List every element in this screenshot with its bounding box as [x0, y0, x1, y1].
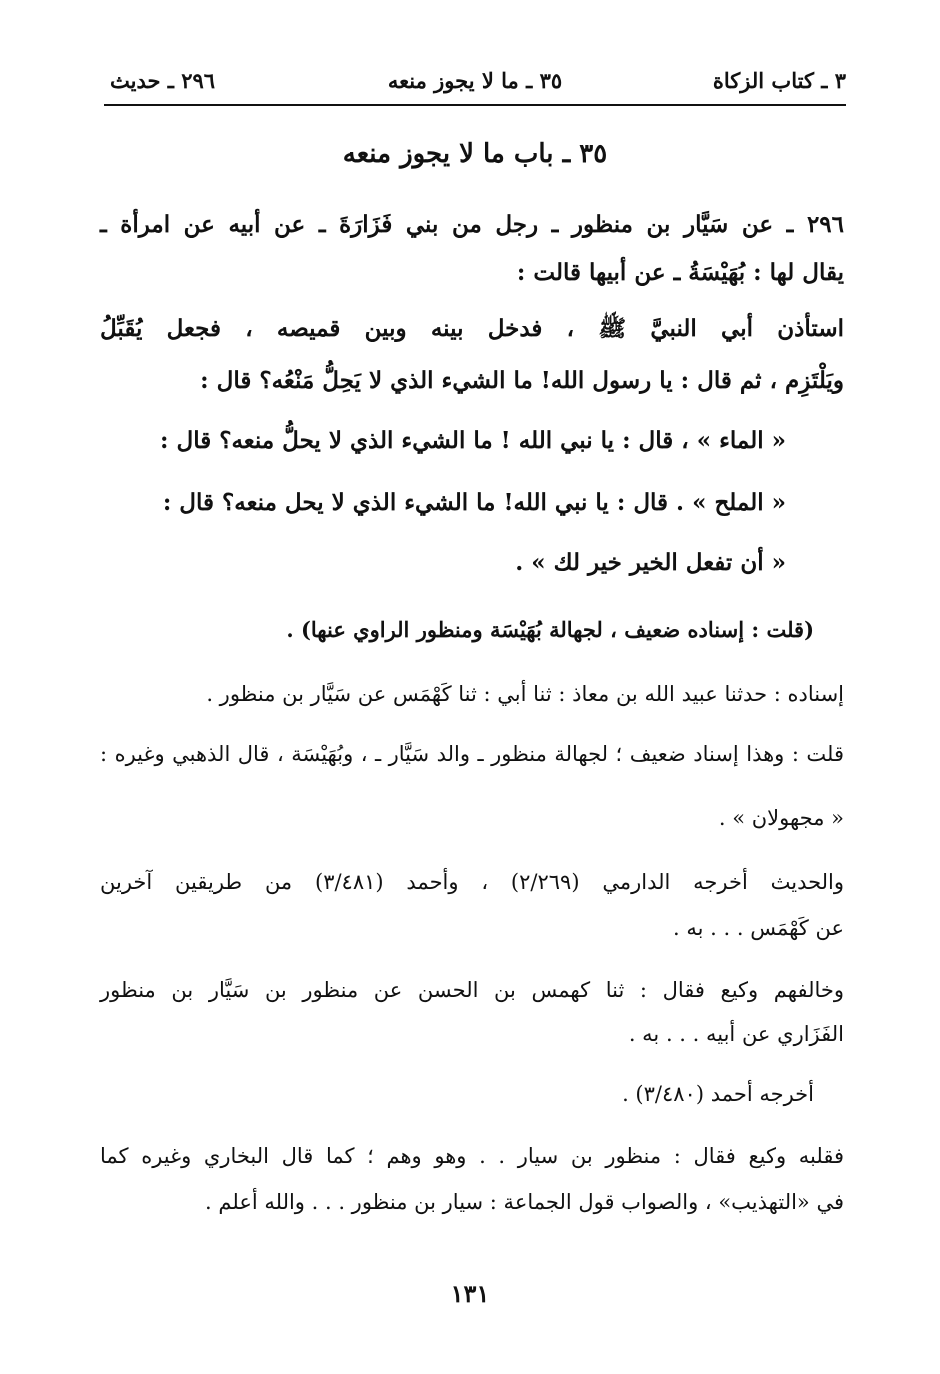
running-header-book-title: ٣ ـ كتاب الزكاة [712, 68, 846, 93]
hadith-line-3: استأذن أبي النبيَّ ﷺ ، فدخل بينه وبين قميصه ، فجعل يُقَبِّلُ [100, 315, 844, 342]
running-header [104, 66, 846, 102]
chapter-title: ٣٥ ـ باب ما لا يجوز منعه [342, 139, 608, 169]
commentary-line-2: قلت : وهذا إسناد ضعيف ؛ لجهالة منظور ـ والد سَيَّار ـ ، وبُهَيْسَة ، قال الذهبي وغيره : [100, 742, 844, 766]
hadith-line-5: « الماء » ، قال : يا نبي الله ! ما الشيء الذي لا يحلُّ منعه؟ قال : [160, 427, 786, 454]
hadith-line-2: يقال لها : بُهَيْسَةُ ـ عن أبيها قالت : [516, 259, 844, 286]
commentary-line-7: الفَزَاري عن أبيه . . . به . [628, 1022, 844, 1046]
commentary-line-1: إسناده : حدثنا عبيد الله بن معاذ : ثنا أبي : ثنا كَهْمَس عن سَيَّار بن منظور . [206, 682, 844, 706]
hadith-line-4: ويَلْتَزِم ، ثم قال : يا رسول الله! ما الشيء الذي لا يَحِلُّ مَنْعُه؟ قال : [200, 367, 844, 394]
grading-note: (قلت : إسناده ضعيف ، لجهالة بُهَيْسَة ومنظور الراوي عنها) . [286, 617, 814, 642]
header-divider [104, 104, 846, 106]
page-number: ١٣١ [450, 1279, 490, 1308]
running-header-chapter: ٣٥ ـ ما لا يجوز منعه [387, 68, 563, 93]
hadith-line-1: ٢٩٦ ـ عن سَيَّار بن منظور ـ رجل من بني فَزَارَةَ ـ عن أبيه عن امرأة ـ [100, 211, 844, 238]
commentary-line-10: في «التهذيب» ، والصواب قول الجماعة : سيار بن منظور . . . والله أعلم . [205, 1190, 844, 1214]
hadith-line-6: « الملح » . قال : يا نبي الله! ما الشيء الذي لا يحل منعه؟ قال : [162, 489, 786, 516]
running-header-hadith-number: ٢٩٦ ـ حديث [110, 68, 216, 93]
commentary-line-8: أخرجه أحمد (٣/٤٨٠) . [622, 1082, 814, 1106]
commentary-line-6: وخالفهم وكيع فقال : ثنا كهمس بن الحسن عن منظور بن سَيَّار بن منظور [100, 978, 844, 1002]
commentary-line-5: عن كَهْمَس . . . به . [673, 916, 844, 940]
commentary-line-3: « مجهولان » . [718, 806, 844, 830]
commentary-line-9: فقلبه وكيع فقال : منظور بن سيار . . وهو وهم ؛ كما قال البخاري وغيره كما [100, 1144, 844, 1168]
commentary-line-4: والحديث أخرجه الدارمي (٢/٢٦٩) ، وأحمد (٣/٤٨١) من طريقين آخرين [100, 870, 845, 894]
hadith-line-7: « أن تفعل الخير خير لك » . [515, 549, 786, 576]
